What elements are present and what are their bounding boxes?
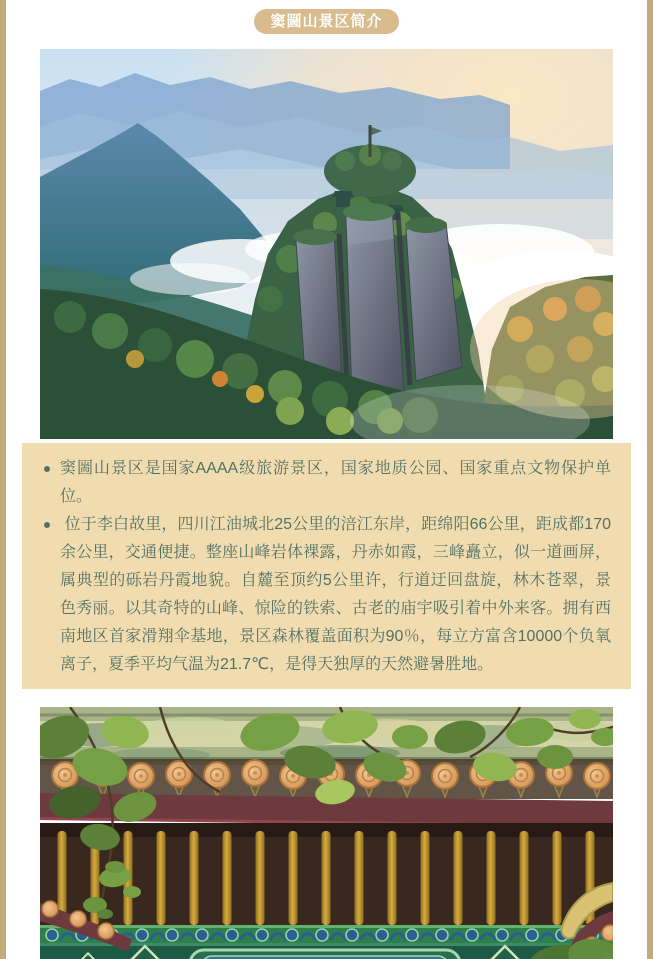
summit-mast <box>369 125 372 157</box>
temple-photo-illustration <box>40 707 613 959</box>
intro-bullet-1 <box>42 455 611 511</box>
section-title-badge <box>254 9 398 34</box>
section-title: 窦圌山景区简介 <box>270 13 383 30</box>
bullet-dot-icon <box>44 466 50 472</box>
intro-bullet-2 <box>42 511 611 679</box>
intro-text-2: 位于李白故里，四川江油城北25公里的涪江东岸，距绵阳66公里，距成都170余公里，交通便捷。整座山峰岩体裸露，丹赤如霞，三峰矗立，似一道画屏，属典型的砾岩丹霞地貌。自麓至顶约5公里许，行道迂回盘旋，林木苍翠，景色秀丽。以其奇特的山峰、惊险的铁索、古老的庙宇吸引着中外来客。拥有西南地区首家滑翔伞基地，景区森林覆盖面积为90％，每立方富含10000个负氧离子，夏季平均气温为21.7℃，是得天独厚的天然避暑胜地。 <box>60 516 611 673</box>
header <box>6 0 647 34</box>
intro-bullet-list <box>42 455 611 679</box>
mountain-photo-illustration <box>40 49 613 439</box>
mountain-aerial-photo <box>40 49 613 439</box>
intro-text-1: 窦圌山景区是国家AAAA级旅游景区，国家地质公园、国家重点文物保护单位。 <box>60 460 611 505</box>
bullet-dot-icon <box>44 522 50 528</box>
temple-eaves-photo <box>40 707 613 959</box>
intro-panel <box>22 443 631 689</box>
